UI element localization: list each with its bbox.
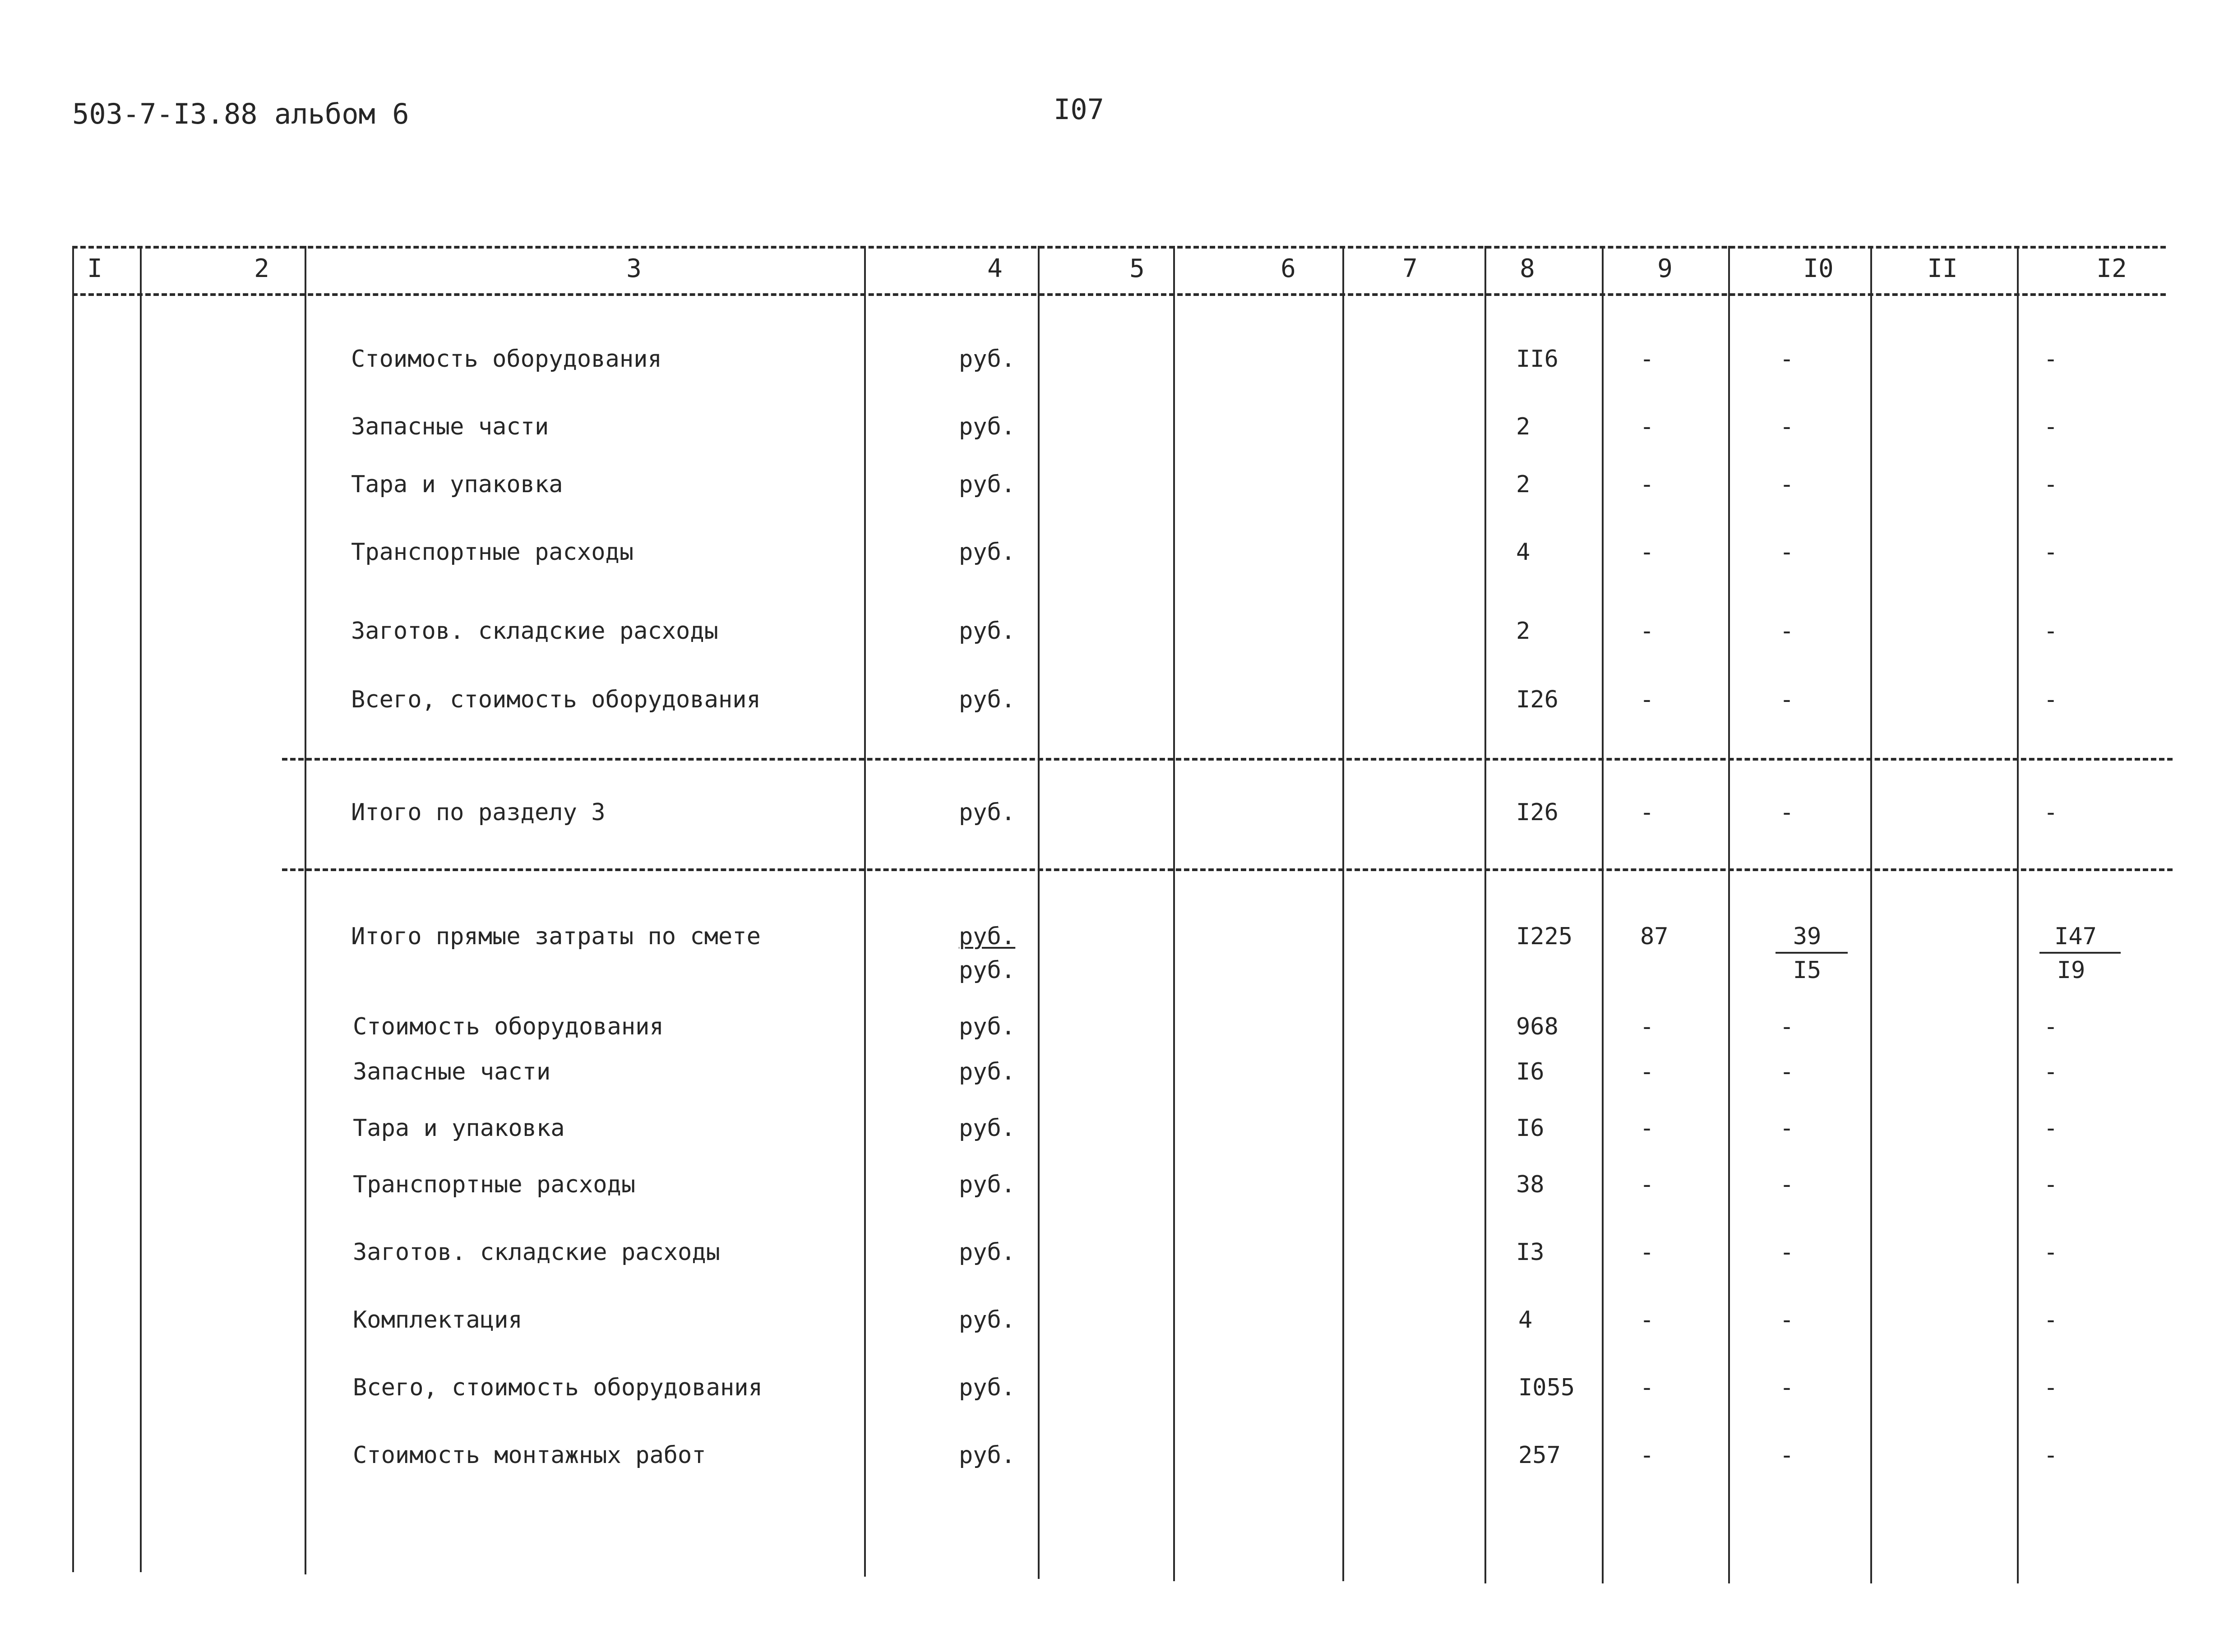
cell-col10: -: [1780, 1115, 1794, 1142]
cell-col8: 257: [1518, 1442, 1561, 1469]
item-unit: руб.: [959, 471, 1016, 498]
column-divider: [1173, 246, 1175, 1581]
cell-col10: -: [1780, 1306, 1794, 1334]
item-unit: руб.: [959, 799, 1016, 826]
cell-col9: -: [1640, 346, 1654, 373]
table-top-border: [72, 246, 2166, 249]
item-name: Запасные части: [353, 1058, 551, 1085]
cell-col8: 4: [1518, 1306, 1533, 1334]
cell-col8: I055: [1518, 1374, 1575, 1401]
cell-col9: 87: [1640, 923, 1669, 950]
cell-col8: I6: [1516, 1058, 1544, 1085]
column-divider: [140, 246, 142, 1572]
cell-col8: I3: [1516, 1239, 1544, 1266]
cell-col10: -: [1780, 1442, 1794, 1469]
cell-col9: -: [1640, 618, 1654, 645]
item-name: Стоимость оборудования: [353, 1013, 664, 1040]
cell-col8: I26: [1516, 799, 1558, 826]
cell-col8: I6: [1516, 1115, 1544, 1142]
cell-col8: 4: [1516, 539, 1531, 566]
cell-col9: -: [1640, 799, 1654, 826]
column-header: I: [87, 254, 102, 283]
cell-col12: -: [2044, 1115, 2058, 1142]
page-number: I07: [1054, 93, 1104, 126]
cell-col12: -: [2044, 539, 2058, 566]
cell-col12: -: [2044, 413, 2058, 440]
column-divider: [1342, 246, 1344, 1581]
item-unit: руб.: [959, 413, 1016, 440]
column-header: 3: [626, 254, 642, 283]
item-unit: руб.: [959, 539, 1016, 566]
item-name: Итого по разделу 3: [351, 799, 606, 826]
cell-col9: -: [1640, 1239, 1654, 1266]
item-name: Комплектация: [353, 1306, 523, 1334]
cell-col10: -: [1780, 1058, 1794, 1085]
column-divider: [1038, 246, 1040, 1579]
item-unit: руб.: [959, 1013, 1016, 1040]
cell-col9: -: [1640, 1058, 1654, 1085]
item-name: Тара и упаковка: [353, 1115, 565, 1142]
cell-col12-top: I47: [2054, 923, 2097, 950]
cell-col10: -: [1780, 539, 1794, 566]
item-name: Заготов. складские расходы: [353, 1239, 720, 1266]
header-bottom-border: [72, 293, 2166, 296]
item-unit: руб.: [959, 618, 1016, 645]
column-header: II: [1927, 254, 1958, 283]
item-name: Всего, стоимость оборудования: [351, 686, 761, 713]
cell-col12: -: [2044, 1374, 2058, 1401]
column-divider: [864, 246, 866, 1577]
cell-col12: -: [2044, 618, 2058, 645]
cell-col8: II6: [1516, 346, 1558, 373]
cell-col12: -: [2044, 686, 2058, 713]
document-code: 503-7-I3.88 альбом 6: [72, 97, 409, 130]
cell-col12-bottom: I9: [2057, 957, 2085, 984]
cell-col9: -: [1640, 1013, 1654, 1040]
cell-col9: -: [1640, 413, 1654, 440]
column-divider: [305, 246, 306, 1574]
cell-col10: -: [1780, 1239, 1794, 1266]
cell-col10: -: [1780, 1374, 1794, 1401]
cell-col10: -: [1780, 799, 1794, 826]
cell-col10: -: [1780, 686, 1794, 713]
item-name: Стоимость оборудования: [351, 346, 662, 373]
cell-col8: 968: [1516, 1013, 1558, 1040]
cell-col10: -: [1780, 346, 1794, 373]
cell-col9: -: [1640, 1115, 1654, 1142]
cell-col12: -: [2044, 799, 2058, 826]
cell-col12: -: [2044, 1058, 2058, 1085]
column-header: 2: [254, 254, 269, 283]
cell-col9: -: [1640, 1306, 1654, 1334]
cell-col10-top: 39: [1793, 923, 1822, 950]
column-divider: [72, 246, 74, 1572]
cell-col10: -: [1780, 413, 1794, 440]
cell-col10: -: [1780, 1013, 1794, 1040]
cell-col9: -: [1640, 471, 1654, 498]
cell-col12: -: [2044, 1306, 2058, 1334]
column-divider: [1870, 246, 1872, 1583]
cell-col9: -: [1640, 686, 1654, 713]
column-header: 7: [1402, 254, 1418, 283]
cell-col12: -: [2044, 346, 2058, 373]
cell-col12: -: [2044, 1442, 2058, 1469]
column-header: 4: [987, 254, 1003, 283]
cell-col10: -: [1780, 1171, 1794, 1198]
cell-col8: 2: [1516, 413, 1531, 440]
column-header: I0: [1803, 254, 1834, 283]
column-header: 5: [1129, 254, 1145, 283]
item-unit: руб.: [959, 1058, 1016, 1085]
item-unit: руб.: [959, 1171, 1016, 1198]
column-divider: [1484, 246, 1486, 1583]
item-name: Транспортные расходы: [353, 1171, 636, 1198]
cell-col8: 38: [1516, 1171, 1544, 1198]
item-unit: руб.: [959, 1306, 1016, 1334]
column-divider: [1728, 246, 1730, 1583]
item-unit-top: руб.: [959, 923, 1016, 950]
fraction-line: [1776, 952, 1848, 954]
cell-col10-bottom: I5: [1793, 957, 1822, 984]
item-name: Транспортные расходы: [351, 539, 634, 566]
cell-col12: -: [2044, 1013, 2058, 1040]
item-name: Заготов. складские расходы: [351, 618, 718, 645]
cell-col9: -: [1640, 539, 1654, 566]
item-name: Тара и упаковка: [351, 471, 563, 498]
cell-col10: -: [1780, 471, 1794, 498]
cell-col12: -: [2044, 471, 2058, 498]
item-unit-bottom: руб.: [959, 957, 1016, 984]
cell-col10: -: [1780, 618, 1794, 645]
cell-col8: I225: [1516, 923, 1573, 950]
cell-col9: -: [1640, 1374, 1654, 1401]
item-unit: руб.: [959, 686, 1016, 713]
item-name: Стоимость монтажных работ: [353, 1442, 706, 1469]
column-header: I2: [2096, 254, 2127, 283]
item-unit: руб.: [959, 1239, 1016, 1266]
cell-col9: -: [1640, 1171, 1654, 1198]
item-name: Всего, стоимость оборудования: [353, 1374, 763, 1401]
cell-col12: -: [2044, 1239, 2058, 1266]
cell-col12: -: [2044, 1171, 2058, 1198]
cell-col9: -: [1640, 1442, 1654, 1469]
item-name: Итого прямые затраты по смете: [351, 923, 761, 950]
cell-col8: I26: [1516, 686, 1558, 713]
item-unit: руб.: [959, 1115, 1016, 1142]
item-name: Запасные части: [351, 413, 549, 440]
item-unit: руб.: [959, 1374, 1016, 1401]
section-separator: [282, 868, 2173, 871]
column-header: 6: [1281, 254, 1296, 283]
item-unit: руб.: [959, 1442, 1016, 1469]
cell-col8: 2: [1516, 618, 1531, 645]
column-header: 9: [1657, 254, 1673, 283]
fraction-line: [2039, 952, 2121, 954]
cell-col8: 2: [1516, 471, 1531, 498]
column-header: 8: [1520, 254, 1535, 283]
item-unit: руб.: [959, 346, 1016, 373]
section-separator: [282, 758, 2173, 761]
